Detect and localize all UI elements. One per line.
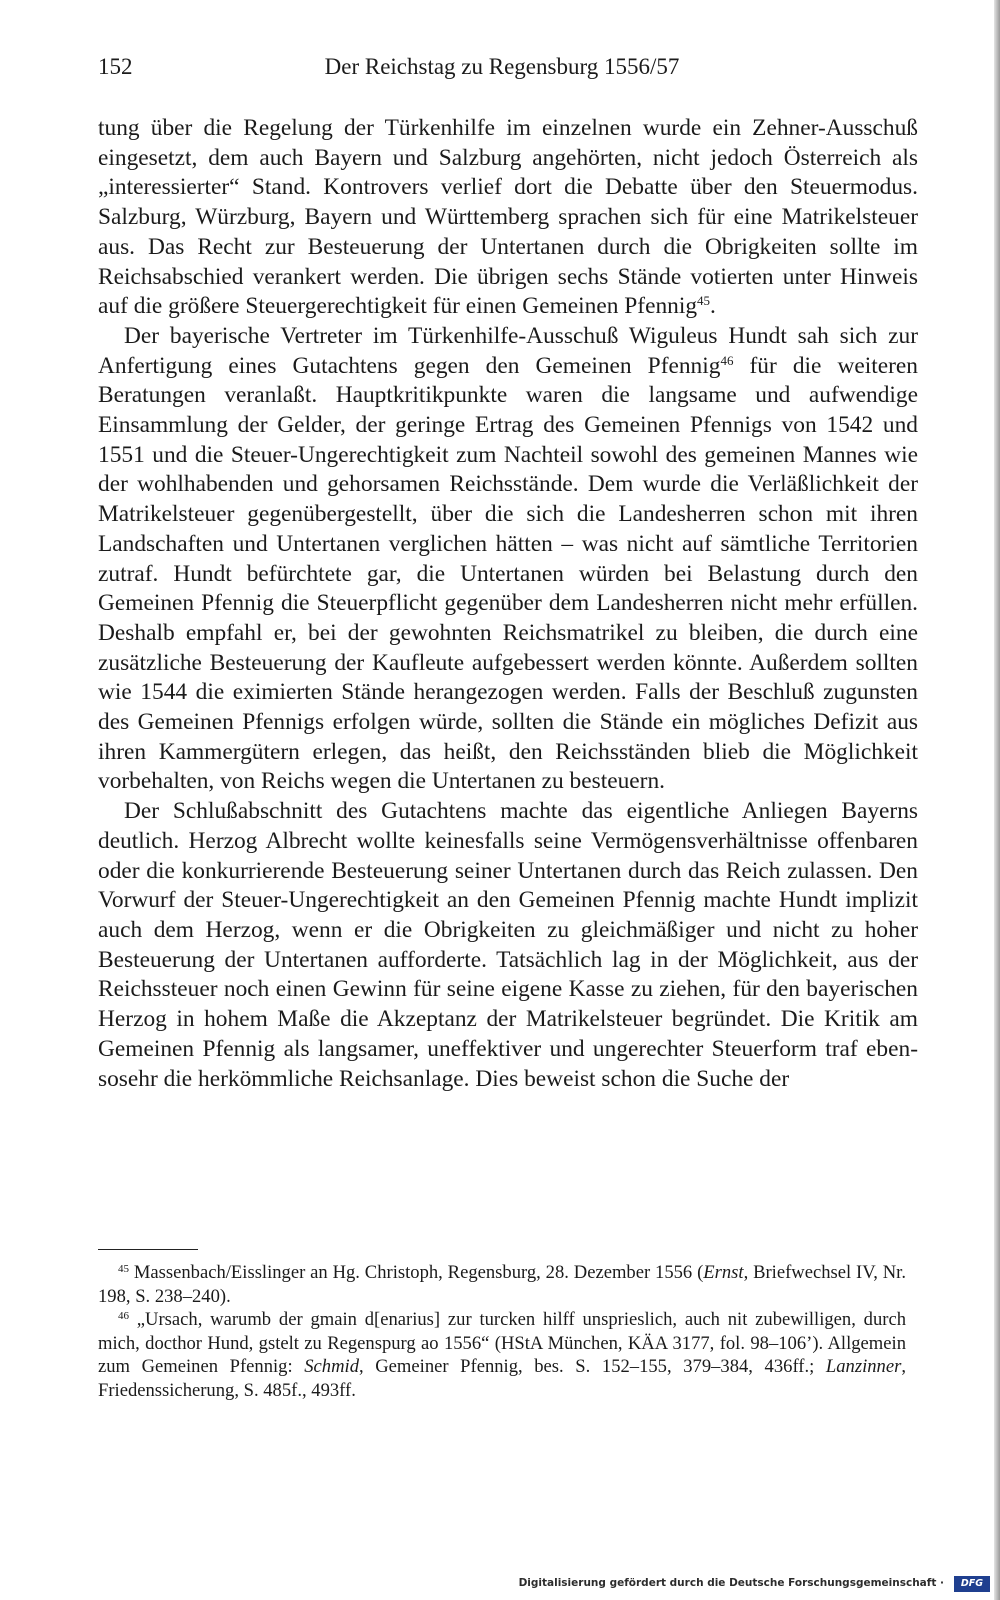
paragraph-2-text-end: für die weiteren Beratungen veranlaßt. Hauptkritikpunkte waren die langsame und aufwendige Einsammlung der Gelder, der geringe Ertrag des Gemeinen Pfennigs von 1542 und 1551 und die Steuer-Ungerechtigkeit zum Nachteil sowohl des gemeinen Mannes wie der wohlhabenden und gehorsamen Reichsstände. Dem wurde die Verläßlichkeit der Matrikelsteuer gegenübergestellt, über die sich die Landesherren schon mit ihren Landschaften und Untertanen verglichen hätten – was nicht auf sämtliche Territorien zutraf. Hundt befürchtete gar, die Untertanen würden bei Belastung durch den Gemeinen Pfennig die Steuerpflicht gegenüber dem Landesherren nicht mehr erfüllen. Deshalb empfahl er, bei der gewohnten Reichsmatrikel zu bleiben, die durch eine zusätzliche Besteuerung der Kaufleute aufgebessert werden könnte. Außerdem sollten wie 1544 die eximierten Stände herangezogen werden. Falls der Beschluß zugunsten des Gemeinen Pfennigs erfolgen würde, sollten die Stände ein mögliches Defizit aus ihren Kammergütern erlegen, das heißt, den Reichsständen blieb die Möglichkeit vorbehalten, von Reichs wegen die Untertanen zu besteuern. (98, 352, 918, 795)
footnote-number: 46 (118, 1310, 129, 1323)
running-head (98, 54, 906, 88)
footnote-46 (98, 1308, 906, 1402)
author-name: Lanzinner (825, 1356, 902, 1378)
footnote-ref-46[interactable]: 46 (720, 352, 734, 368)
running-title: Der Reichstag zu Regensburg 1556/57 (324, 54, 680, 79)
paragraph-2-text-start: Der bayerische Vertreter im Türkenhilfe-Ausschuß Wiguleus Hundt sah sich zur Anfertigung eines Gutachtens gegen den Gemeinen Pfennig (98, 322, 918, 379)
footnote-text: , Briefwechsel IV, Nr. 198, S. 238–240). (98, 1262, 906, 1307)
footnote-45 (98, 1261, 906, 1308)
paragraph-1-text: tung über die Regelung der Türkenhilfe im einzelnen wurde ein Zehner-Ausschuß eingesetzt, dem auch Bayern und Salzburg angehörten, nicht jedoch Österreich als „interessierter“ Stand. Kontrovers verlief dort die Debatte über den Steuermodus. Salzburg, Würzburg, Bayern und Württemberg sprachen sich für eine Matrikelsteuer aus. Das Recht zur Besteuerung der Untertanen durch die Obrigkeiten sollte im Reichsabschied verankert werden. Die übrigen sechs Stände votierten unter Hinweis auf die größere Steuergerechtigkeit für einen Gemeinen Pfennig (98, 115, 918, 320)
page-number: 152 (98, 54, 133, 79)
footnote-text: Massenbach/Eisslinger an Hg. Christoph, Regensburg, 28. Dezember 1556 ( (129, 1262, 704, 1283)
paragraph-1-end: . (710, 293, 716, 320)
main-text (98, 114, 918, 1094)
footnote-text: „Ursach, warumb der gmain d[enarius] zur turcken hilff unsprieslich, auch nit zubewilligen, durch mich, docthor Hund, gstelt zu Regenspurg ao 1556“ (HStA München, KÄA 3177, fol. 98–106’). Allgemein zum Gemeinen Pfennig: (98, 1309, 906, 1378)
page-edge-shadow (994, 0, 1000, 1600)
paragraph-3: Der Schlußabschnitt des Gutachtens machte das eigentliche Anliegen Bayerns deutlich. Herzog Albrecht wollte keinesfalls seine Vermögensverhältnisse offenbaren oder die konkurrierende Besteuerung seiner Untertanen durch das Reich zulassen. Den Vorwurf der Steuer-Ungerechtigkeit an den Gemeinen Pfennig machte Hundt implizit auch dem Herzog, wenn er die Obrigkeiten zu gleichmäßiger und nicht zu hoher Besteuerung der Untertanen aufforderte. Tatsächlich lag in der Möglichkeit, aus der Reichssteuer noch einen Gewinn für seine eigene Kasse zu ziehen, für den bayerischen Herzog in hohem Maße die Akzeptanz der Matrikelsteuer begründet. Die Kritik am Gemeinen Pfennig als langsamer, uneffektiver und ungerechter Steuerform traf ebensosehr die herkömmliche Reichsanlage. Dies beweist schon die Suche der (98, 798, 918, 1092)
paragraph-1 (98, 114, 918, 322)
author-name: Schmid (304, 1356, 359, 1378)
author-name: Ernst (703, 1262, 744, 1283)
footnote-text: , Gemeiner Pfennig, bes. S. 152–155, 379–384, 436ff.; (359, 1356, 826, 1378)
digitization-notice: Digitalisierung gefördert durch die Deutsche Forschungsgemeinschaft · (518, 1577, 944, 1589)
footnote-number: 45 (118, 1263, 129, 1275)
footnote-ref-45[interactable]: 45 (697, 293, 711, 309)
footnote-text: , Friedenssicherung, S. 485f., 493ff. (98, 1356, 906, 1401)
footnote-separator (98, 1249, 198, 1250)
dfg-logo: DFG (954, 1576, 990, 1592)
paragraph-2 (98, 322, 918, 797)
footnotes (98, 1261, 906, 1403)
